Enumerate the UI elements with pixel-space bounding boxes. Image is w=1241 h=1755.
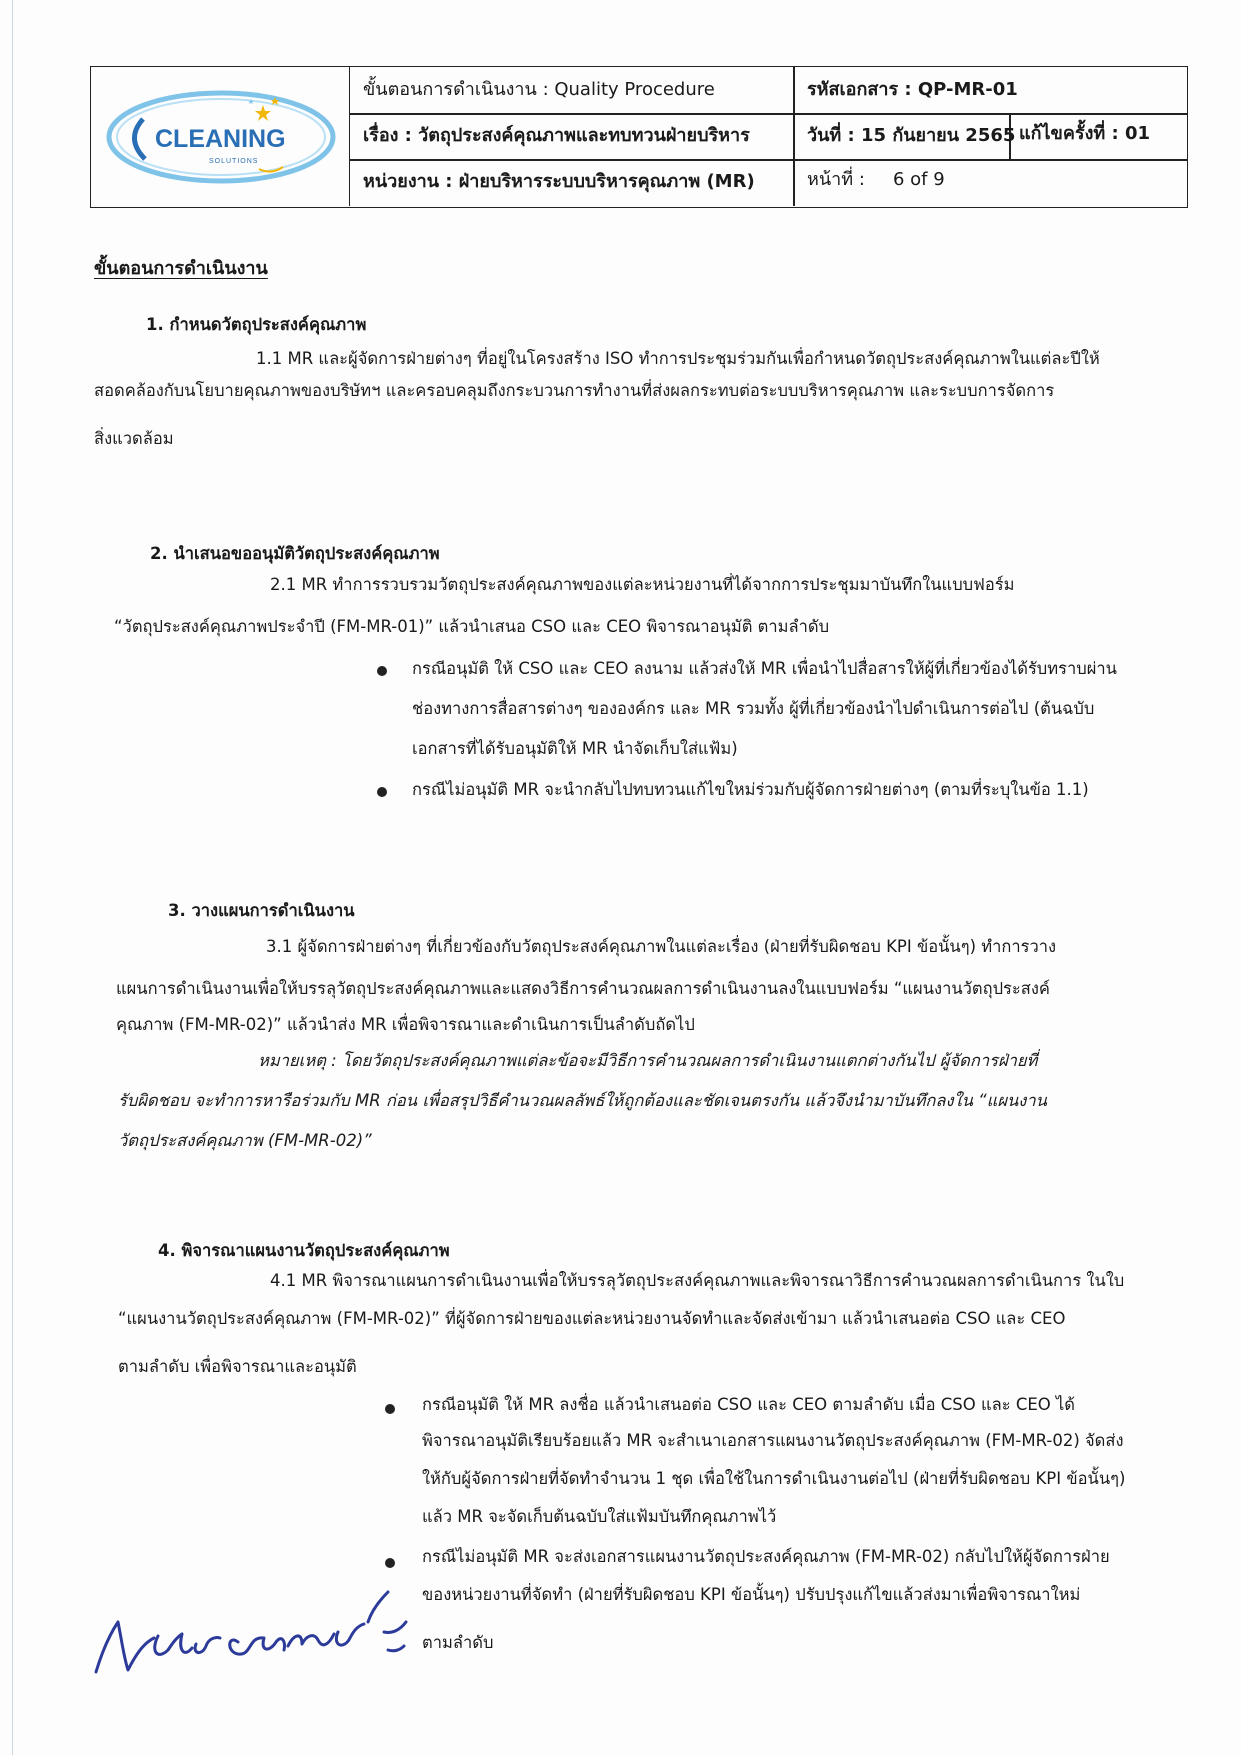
step-4-paragraph-line: “แผนงานวัตถุประสงค์คุณภาพ (FM-MR-02)” ที่ผู้จัดการฝ่ายของแต่ละหน่วยงานจัดทำและจัดส่งเข้ามา แล้วนำเสนอต่อ CSO และ CEO <box>118 1309 1066 1328</box>
step-4-bullet-1-line: พิจารณาอนุมัติเรียบร้อยแล้ว MR จะสำเนาเอกสารแผนงานวัตถุประสงค์คุณภาพ (FM-MR-02) จัดส่ง <box>422 1431 1124 1450</box>
step-3-heading: 3. วางแผนการดำเนินงาน <box>168 901 355 920</box>
logo-wordmark: CLEANING <box>155 125 286 153</box>
step-3-note-line: รับผิดชอบ จะทำการหารือร่วมกับ MR ก่อน เพื่อสรุปวิธีคำนวณผลลัพธ์ให้ถูกต้องและชัดเจนตรงกัน แล้วจึงนำมาบันทึกลงใน “แผนงาน <box>118 1091 1047 1110</box>
step-2-paragraph-line: 2.1 MR ทำการรวบรวมวัตถุประสงค์คุณภาพของแต่ละหน่วยงานที่ได้จากการประชุมมาบันทึกในแบบฟอร์ม <box>270 575 1015 594</box>
step-4-paragraph-line: ตามลำดับ เพื่อพิจารณาและอนุมัติ <box>118 1357 357 1376</box>
step-2-bullet-1-line: เอกสารที่ได้รับอนุมัติให้ MR นำจัดเก็บใส่แฟ้ม) <box>412 739 738 758</box>
step-3-paragraph-line: 3.1 ผู้จัดการฝ่ายต่างๆ ที่เกี่ยวข้องกับวัตถุประสงค์คุณภาพในแต่ละเรื่อง (ฝ่ายที่รับผิดชอบ KPI ข้อนั้นๆ) ทำการวาง <box>266 937 1057 956</box>
step-4-bullet-2-line: กรณีไม่อนุมัติ MR จะส่งเอกสารแผนงานวัตถุประสงค์คุณภาพ (FM-MR-02) กลับไปให้ผู้จัดการฝ่าย <box>422 1547 1110 1566</box>
scan-edge-line <box>12 0 13 1755</box>
department: หน่วยงาน : ฝ่ายบริหารระบบบริหารคุณภาพ (MR) <box>363 171 755 192</box>
logo-subtext: SOLUTIONS <box>209 158 259 165</box>
document-subject: เรื่อง : วัตถุประสงค์คุณภาพและทบทวนฝ่ายบริหาร <box>363 125 750 146</box>
bullet-dot <box>385 1404 395 1414</box>
bullet-dot <box>377 787 387 797</box>
step-4-heading: 4. พิจารณาแผนงานวัตถุประสงค์คุณภาพ <box>158 1241 450 1260</box>
document-header-table <box>90 66 1188 208</box>
step-1-paragraph-line: 1.1 MR และผู้จัดการฝ่ายต่างๆ ที่อยู่ในโครงสร้าง ISO ทำการประชุมร่วมกันเพื่อกำหนดวัตถุประสงค์คุณภาพในแต่ละปีให้ <box>256 349 1100 368</box>
step-4-bullet-2-line: ตามลำดับ <box>422 1633 494 1652</box>
step-1-paragraph-line: สอดคล้องกับนโยบายคุณภาพของบริษัทฯ และครอบคลุมถึงกระบวนการทำงานที่ส่งผลกระทบต่อระบบบริหารคุณภาพ และระบบการจัดการ <box>94 381 1055 400</box>
step-3-note-line: หมายเหตุ : โดยวัตถุประสงค์คุณภาพแต่ละข้อจะมีวิธีการคำนวณผลการดำเนินงานแตกต่างกันไป ผู้จัดการฝ่ายที่ <box>258 1051 1038 1070</box>
step-1-paragraph-line: สิ่งแวดล้อม <box>94 429 174 448</box>
page-number: 6 of 9 <box>893 169 945 190</box>
procedure-label: ขั้นตอนการดำเนินงาน : Quality Procedure <box>363 79 715 100</box>
section-title: ขั้นตอนการดำเนินงาน <box>94 258 268 279</box>
handwritten-signature <box>88 1572 418 1682</box>
step-2-heading: 2. นำเสนอขออนุมัติวัตถุประสงค์คุณภาพ <box>150 544 440 563</box>
logo-cell <box>91 67 350 206</box>
bullet-dot <box>385 1558 395 1568</box>
step-4-paragraph-line: 4.1 MR พิจารณาแผนการดำเนินงานเพื่อให้บรรลุวัตถุประสงค์คุณภาพและพิจารณาวิธีการคำนวณผลการดำเนินการ ในใบ <box>270 1271 1125 1290</box>
document-code: รหัสเอกสาร : QP-MR-01 <box>807 79 1018 100</box>
step-2-bullet-1-line: ช่องทางการสื่อสารต่างๆ ขององค์กร และ MR รวมทั้ง ผู้ที่เกี่ยวข้องนำไปดำเนินการต่อไป (ต้นฉบับ <box>412 699 1095 718</box>
revision-number: แก้ไขครั้งที่ : 01 <box>1019 123 1151 144</box>
step-2-paragraph-line: “วัตถุประสงค์คุณภาพประจำปี (FM-MR-01)” แล้วนำเสนอ CSO และ CEO พิจารณาอนุมัติ ตามลำดับ <box>114 617 830 636</box>
step-2-bullet-2-line: กรณีไม่อนุมัติ MR จะนำกลับไปทบทวนแก้ไขใหม่ร่วมกับผู้จัดการฝ่ายต่างๆ (ตามที่ระบุในข้อ 1.1) <box>412 780 1089 799</box>
page-label: หน้าที่ : <box>807 169 865 190</box>
step-4-bullet-2-line: ของหน่วยงานที่จัดทำ (ฝ่ายที่รับผิดชอบ KPI ข้อนั้นๆ) ปรับปรุงแก้ไขแล้วส่งมาเพื่อพิจารณาใหม่ <box>422 1585 1081 1604</box>
step-3-note-line: วัตถุประสงค์คุณภาพ (FM-MR-02)” <box>118 1131 372 1150</box>
step-4-bullet-1-line: ให้กับผู้จัดการฝ่ายที่จัดทำจำนวน 1 ชุด เพื่อใช้ในการดำเนินงานต่อไป (ฝ่ายที่รับผิดชอบ KPI ข้อนั้นๆ) <box>422 1469 1126 1488</box>
step-2-bullet-1-line: กรณีอนุมัติ ให้ CSO และ CEO ลงนาม แล้วส่งให้ MR เพื่อนำไปสื่อสารให้ผู้ที่เกี่ยวข้องได้รับทราบผ่าน <box>412 659 1117 678</box>
step-4-bullet-1-line: แล้ว MR จะจัดเก็บต้นฉบับใส่แฟ้มบันทึกคุณภาพไว้ <box>422 1507 777 1526</box>
step-4-bullet-1-line: กรณีอนุมัติ ให้ MR ลงชื่อ แล้วนำเสนอต่อ CSO และ CEO ตามลำดับ เมื่อ CSO และ CEO ได้ <box>422 1395 1076 1414</box>
document-date: วันที่ : 15 กันยายน 2565 <box>807 125 1016 146</box>
step-1-heading: 1. กำหนดวัตถุประสงค์คุณภาพ <box>146 315 367 334</box>
bullet-dot <box>377 666 387 676</box>
step-3-paragraph-line: คุณภาพ (FM-MR-02)” แล้วนำส่ง MR เพื่อพิจารณาและดำเนินการเป็นลำดับถัดไป <box>116 1015 695 1034</box>
step-3-paragraph-line: แผนการดำเนินงานเพื่อให้บรรลุวัตถุประสงค์คุณภาพและแสดงวิธีการคำนวณผลการดำเนินงานลงในแบบฟอร์ม “แผนงานวัตถุประสงค์ <box>116 979 1050 998</box>
company-logo <box>91 67 349 206</box>
